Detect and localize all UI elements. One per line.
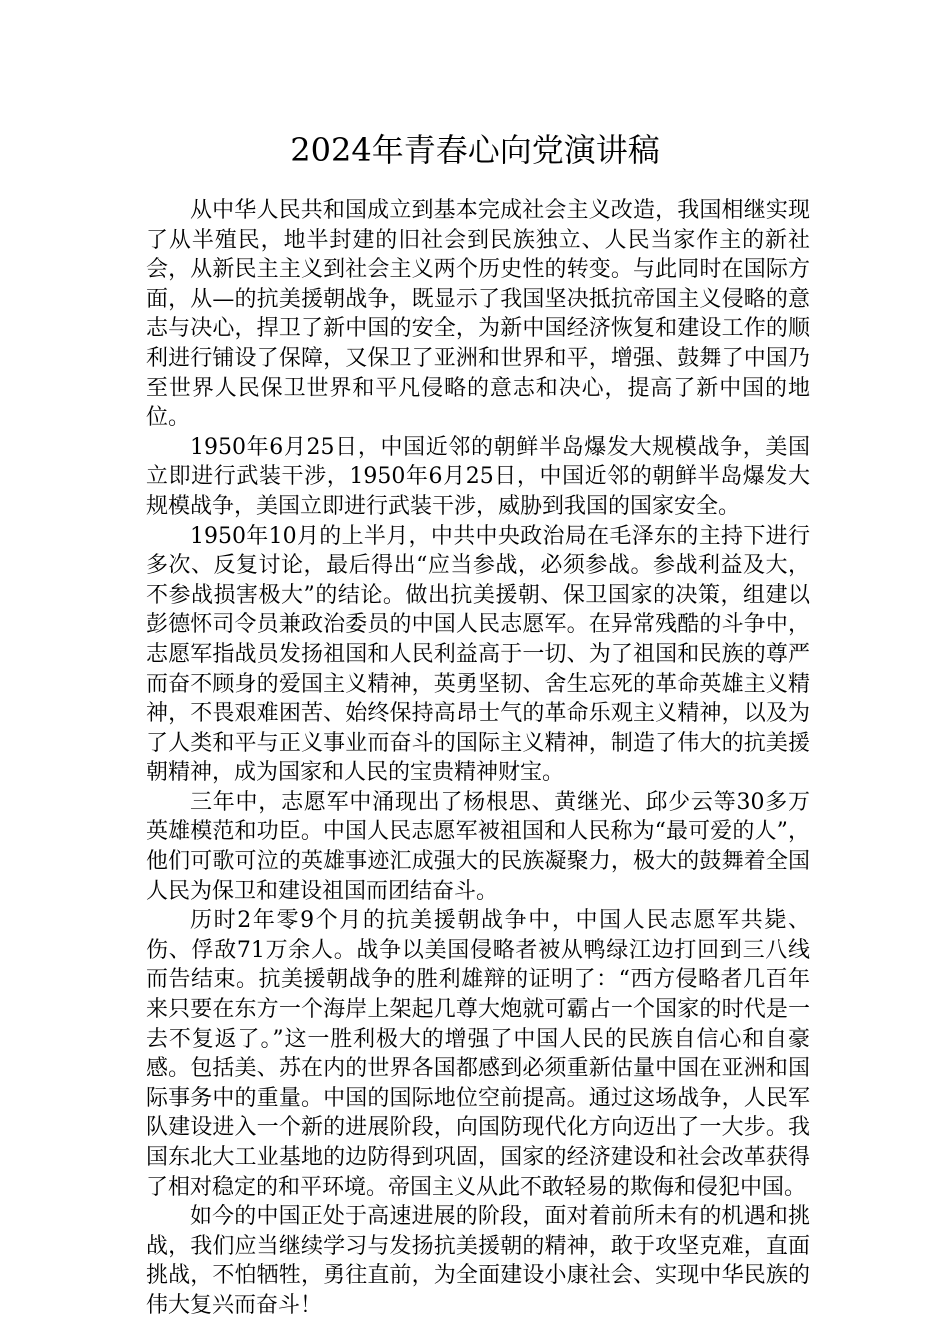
paragraph-5: 历时2年零9个月的抗美援朝战争中，中国人民志愿军共毙、伤、俘敌71万余人。战争以美国侵略者被从鸭绿江边打回到三八线而告结束。抗美援朝战争的胜利雄辩的证明了：“西方侵略者几百年来只要在东方一个海岸上架起几尊大炮就可霸占一个国家的时代是一去不复返了。”这一胜利极大的增强了中国人民的民族自信心和自豪感。包括美、苏在内的世界各国都感到必须重新估量中国在亚洲和国际事务中的重量。中国的国际地位空前提高。通过这场战争，人民军队建设进入一个新的进展阶段，向国防现代化方向迈出了一大步。我国东北大工业基地的边防得到巩固，国家的经济建设和社会改革获得了相对稳定的和平环境。帝国主义从此不敢轻易的欺侮和侵犯中国。 bbox=[146, 908, 810, 1200]
paragraph-2: 1950年6月25日，中国近邻的朝鲜半岛爆发大规模战争，美国立即进行武装干涉，1950年6月25日，中国近邻的朝鲜半岛爆发大规模战争，美国立即进行武装干涉，威胁到我国的国家安全。 bbox=[146, 434, 810, 519]
paragraph-6: 如今的中国正处于高速进展的阶段，面对着前所未有的机遇和挑战，我们应当继续学习与发扬抗美援朝的精神，敢于攻坚克难，直面挑战，不怕牺牲，勇往直前，为全面建设小康社会、实现中华民族的伟大复兴而奋斗！ bbox=[146, 1204, 810, 1318]
paragraph-3: 1950年10月的上半月，中共中央政治局在毛泽东的主持下进行多次、反复讨论，最后得出“应当参战，必须参战。参战利益及大，不参战损害极大”的结论。做出抗美援朝、保卫国家的决策，组建以彭德怀司令员兼政治委员的中国人民志愿军。在异常残酷的斗争中，志愿军指战员发扬祖国和人民利益高于一切、为了祖国和民族的尊严而奋不顾身的爱国主义精神，英勇坚韧、舍生忘死的革命英雄主义精神，不畏艰难困苦、始终保持高昂士气的革命乐观主义精神，以及为了人类和平与正义事业而奋斗的国际主义精神，制造了伟大的抗美援朝精神，成为国家和人民的宝贵精神财宝。 bbox=[146, 523, 810, 786]
paragraph-1: 从中华人民共和国成立到基本完成社会主义改造，我国相继实现了从半殖民，地半封建的旧社会到民族独立、人民当家作主的新社会，从新民主主义到社会主义两个历史性的转变。与此同时在国际方面，从—的抗美援朝战争，既显示了我国坚决抵抗帝国主义侵略的意志与决心，捍卫了新中国的安全，为新中国经济恢复和建设工作的顺利进行铺设了保障，又保卫了亚洲和世界和平，增强、鼓舞了中国乃至世界人民保卫世界和平凡侵略的意志和决心，提高了新中国的地位。 bbox=[146, 198, 810, 431]
document-body bbox=[146, 196, 810, 1321]
page-title: 2024年青春心向党演讲稿 bbox=[290, 131, 660, 169]
paragraph-4: 三年中，志愿军中涌现出了杨根思、黄继光、邱少云等30多万英雄模范和功臣。中国人民志愿军被祖国和人民称为“最可爱的人”，他们可歌可泣的英雄事迹汇成强大的民族凝聚力，极大的鼓舞着全国人民为保卫和建设祖国而团结奋斗。 bbox=[146, 789, 810, 904]
